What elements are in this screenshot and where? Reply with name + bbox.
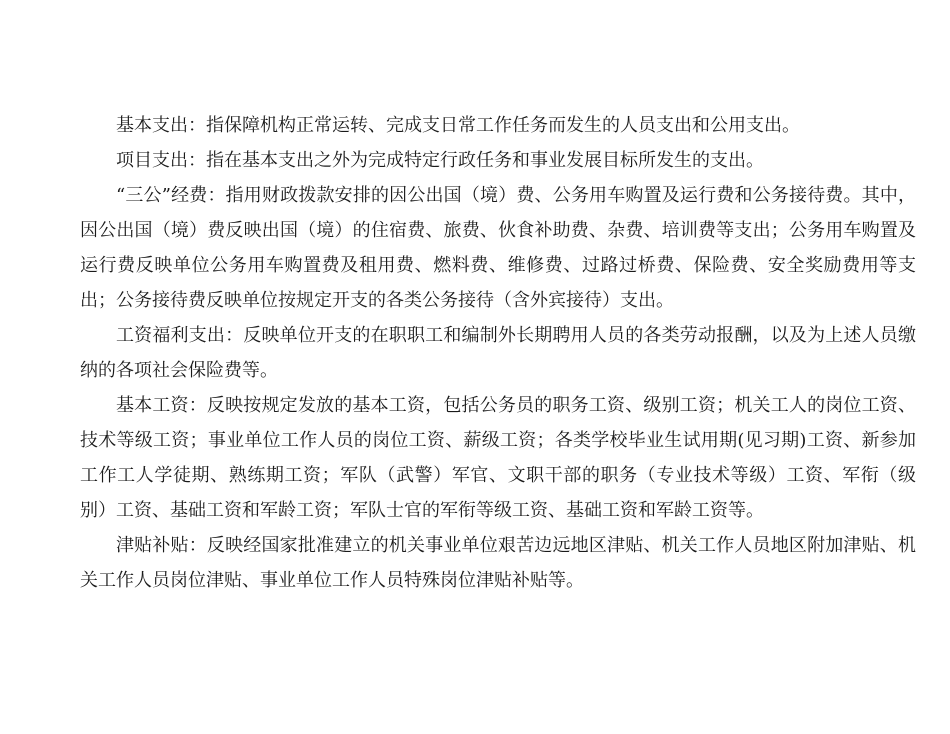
paragraph-three-public-expenses: “三公”经费：指用财政拨款安排的因公出国（境）费、公务用车购置及运行费和公务接待费。其中，因公出国（境）费反映出国（境）的住宿费、旅费、伙食补助费、杂费、培训费等支出；公务用车购置及运行费反映单位公务用车购置费及租用费、燃料费、维修费、过路过桥费、保险费、安全奖励费用等支出；公务接待费反映单位按规定开支的各类公务接待（含外宾接待）支出。 <box>80 185 916 311</box>
document-body <box>80 108 916 598</box>
paragraph-allowances-subsidies: 津贴补贴：反映经国家批准建立的机关事业单位艰苦边远地区津贴、机关工作人员地区附加津贴、机关工作人员岗位津贴、事业单位工作人员特殊岗位津贴补贴等。 <box>80 535 916 591</box>
paragraph-basic-expenditure: 基本支出：指保障机构正常运转、完成支日常工作任务而发生的人员支出和公用支出。 <box>116 115 800 136</box>
paragraph-salary-welfare: 工资福利支出：反映单位开支的在职职工和编制外长期聘用人员的各类劳动报酬，以及为上述人员缴纳的各项社会保险费等。 <box>80 325 916 381</box>
paragraph-project-expenditure: 项目支出：指在基本支出之外为完成特定行政任务和事业发展目标所发生的支出。 <box>116 150 764 171</box>
paragraph-basic-salary: 基本工资：反映按规定发放的基本工资，包括公务员的职务工资、级别工资；机关工人的岗位工资、技术等级工资；事业单位工作人员的岗位工资、薪级工资；各类学校毕业生试用期(见习期)工资、新参加工作工人学徒期、熟练期工资；军队（武警）军官、文职干部的职务（专业技术等级）工资、军衔（级别）工资、基础工资和军龄工资；军队士官的军衔等级工资、基础工资和军龄工资等。 <box>80 395 916 521</box>
